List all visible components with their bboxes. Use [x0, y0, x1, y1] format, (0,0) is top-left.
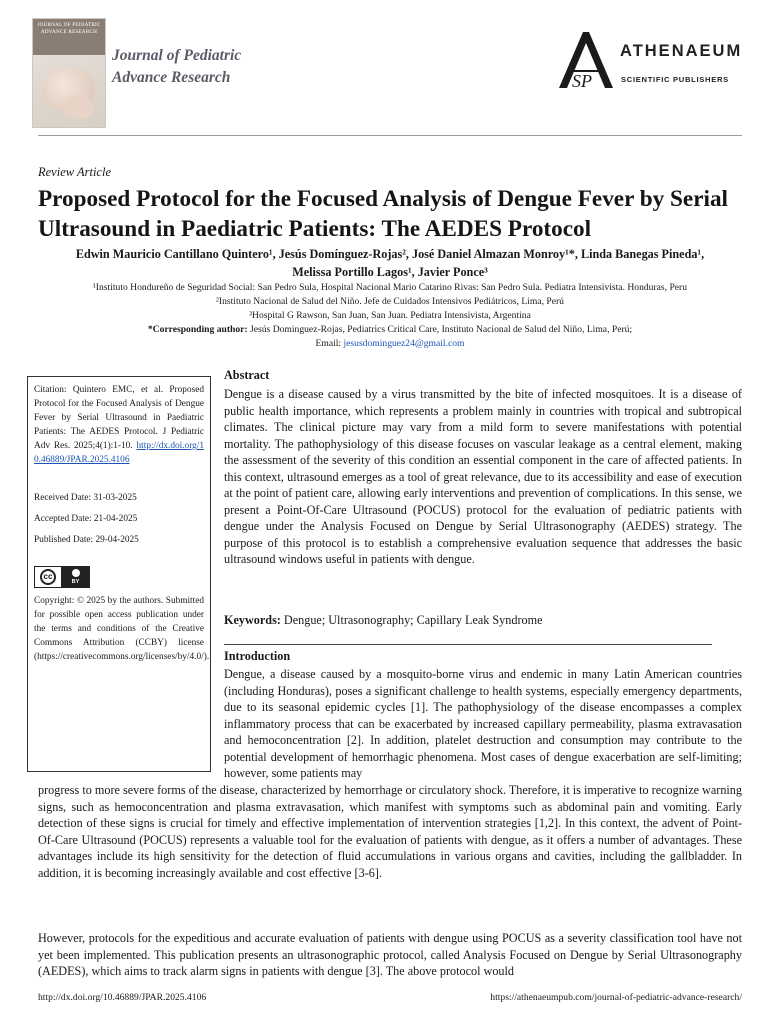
journal-cover-image [32, 18, 106, 128]
keywords-label: Keywords: [224, 613, 281, 627]
keywords-text: Dengue; Ultrasonography; Capillary Leak Syndrome [280, 613, 543, 627]
cc-icon-left [35, 567, 62, 587]
citation-body: Citation: Quintero EMC, et al. Proposed Protocol for the Focused Analysis of Dengue Fever by Serial Ultrasound in Paediatric Patients: The AEDES Protocol. J Pediatric Adv Res. 2025;4(1):1-10. [34, 385, 204, 451]
corresponding-label: *Corresponding author: [147, 324, 248, 335]
email-label: Email: [315, 338, 344, 349]
affiliation-2: ²Instituto Nacional de Salud del Niño. Jefe de Cuidados Intensivos Pediátricos, Lima, Perú [216, 296, 564, 307]
keywords-line [224, 613, 742, 628]
dates-block [34, 491, 204, 547]
journal-name-line1: Journal of Pediatric [112, 47, 242, 64]
email-link[interactable]: jesusdominguez24@gmail.com [343, 338, 465, 349]
header-divider [38, 135, 742, 136]
athenaeum-logo-icon [555, 30, 617, 92]
affiliation-3: ³Hospital G Rawson, San Juan, San Juan. Pediatra Intensivista, Argentina [249, 310, 531, 321]
published-date: Published Date: 29-04-2025 [34, 535, 139, 545]
logo-monogram: SP [572, 71, 592, 91]
citation-sidebar [27, 376, 211, 772]
corresponding-author [38, 323, 742, 337]
cc-circle-icon: cc [40, 569, 56, 585]
accepted-date: Accepted Date: 21-04-2025 [34, 514, 138, 524]
email-line [38, 337, 742, 351]
journal-name [112, 45, 332, 89]
corresponding-text: Jesús Dominguez-Rojas, Pediatrics Critical Care, Instituto Nacional de Salud del Niño, Lima, Perú; [247, 324, 633, 335]
citation-text [34, 383, 204, 467]
authors-line2: Melissa Portillo Lagos¹, Javier Ponce³ [292, 265, 488, 279]
article-title: Proposed Protocol for the Focused Analysis of Dengue Fever by Serial Ultrasound in Paediatric Patients: The AEDES Protocol [38, 186, 728, 242]
footer-doi[interactable]: http://dx.doi.org/10.46889/JPAR.2025.4106 [38, 992, 207, 1003]
cover-title: JOURNAL OF PEDIATRIC ADVANCE RESEARCH [37, 22, 101, 35]
introduction-para1-part2: progress to more severe forms of the disease, characterized by hemorrhage or circulatory shock. Therefore, it is imperative to recognize warning signs, such as hemoconcentration and plasma extravasation, which manifest with symptoms such as abdominal pain and vomiting. Early detection of these signs is crucial for timely and effective implementation of intervention strategies [1,2]. In this context, the advent of Point-Of-Care Ultrasound (POCUS) represents a valuable tool for the evaluation of patients with dengue, as it offers a number of advantages. These advantages include its high sensitivity for the detection of fluid accumulations in various organs and cavities, including the gallbladder. In addition, it is becoming increasingly available and cost effective [3-6]. [38, 783, 742, 880]
authors-line1: Edwin Mauricio Cantillano Quintero¹, Jesús Domínguez-Rojas², José Daniel Almazan Monroy¹*, Linda Banegas Pineda¹, [75, 247, 705, 261]
footer-url[interactable]: https://athenaeumpub.com/journal-of-pediatric-advance-research/ [490, 992, 742, 1003]
introduction-para2: However, protocols for the expeditious and accurate evaluation of patients with dengue using POCUS as a severity classification tool have not yet been implemented. This publication presents an ultrasonographic protocol, called Analysis Focused on Dengue by Serial Ultrasonography (AEDES), which aims to track alarm signs in patients with dengue [3]. The above protocol would [38, 931, 742, 978]
author-list [38, 245, 742, 281]
introduction-para1-part1: Dengue, a disease caused by a mosquito-borne virus and endemic in many Latin American countries (including Honduras), poses a significant challenge to health systems, especially emergency departments, due to its seasonal epidemic cycles [1]. The pathophysiology of the disease encompasses a complex inflammatory process that can be exacerbated by increased capillary permeability, plasma extravasation and hemoconcentration [2]. In addition, platelet destruction and consumption may contribute to the potential development of hemorrhagic phenomena. Most cases of dengue exacerbation are self-limiting; however, some patients may [224, 667, 742, 780]
copyright-text: Copyright: © 2025 by the authors. Submitted for possible open access publication under the terms and conditions of the Creative Commons Attribution (CCBY) license (https://creativecommons.org/licenses/by/4.0/). [34, 596, 210, 662]
affiliation-1: ¹Instituto Hondureño de Seguridad Social: San Pedro Sula, Hospital Nacional Mario Catarino Rivas: San Pedro Sula. Pediatra Intensivista. Honduras, Peru [92, 282, 688, 293]
abstract-heading: Abstract [224, 368, 270, 382]
publisher-name: ATHENAEUM [620, 42, 743, 60]
abstract-body: Dengue is a disease caused by a virus transmitted by the bite of infected mosquitoes. It is a disease of public health importance, which represents a problem mainly in countries with tropical and subtropical climates. The clinical picture may vary from a mild form to severe manifestations with potential mortality. The pathophysiology of this disease focuses on vascular leakage as a central element, making the assessment of the severity of this condition an essential component in the care of affected patients. In this context, ultrasound emerges as a tool of great relevance, due to its accessibility and ease of execution at the point of patient care, allowing early interventions and prevention of complications. In this sense, we present a Point-Of-Care Ultrasound (POCUS) protocol for the evaluation of pediatric patients with dengue under the Analysis Focused on Dengue by Serial Ultrasonography (AEDES) strategy. The purpose of this protocol is to establish a comprehensive evaluation sequence that addresses the basic ultrasound windows useful in patients with dengue. [224, 387, 742, 566]
journal-name-line2: Advance Research [112, 69, 231, 86]
section-divider [224, 644, 712, 645]
attribution-person-icon [72, 569, 80, 577]
cc-icon-right [62, 567, 89, 587]
cc-by-text: BY [71, 579, 80, 585]
publisher-subtitle: SCIENTIFIC PUBLISHERS [621, 75, 729, 84]
citation-doi-link[interactable]: http://dx.doi.org/10.46889/JPAR.2025.4106 [34, 441, 205, 465]
cover-photo-hand [63, 97, 93, 119]
cc-by-license-icon[interactable] [34, 566, 90, 588]
received-date: Received Date: 31-03-2025 [34, 493, 137, 503]
article-type: Review Article [38, 165, 112, 179]
introduction-heading: Introduction [224, 649, 291, 663]
